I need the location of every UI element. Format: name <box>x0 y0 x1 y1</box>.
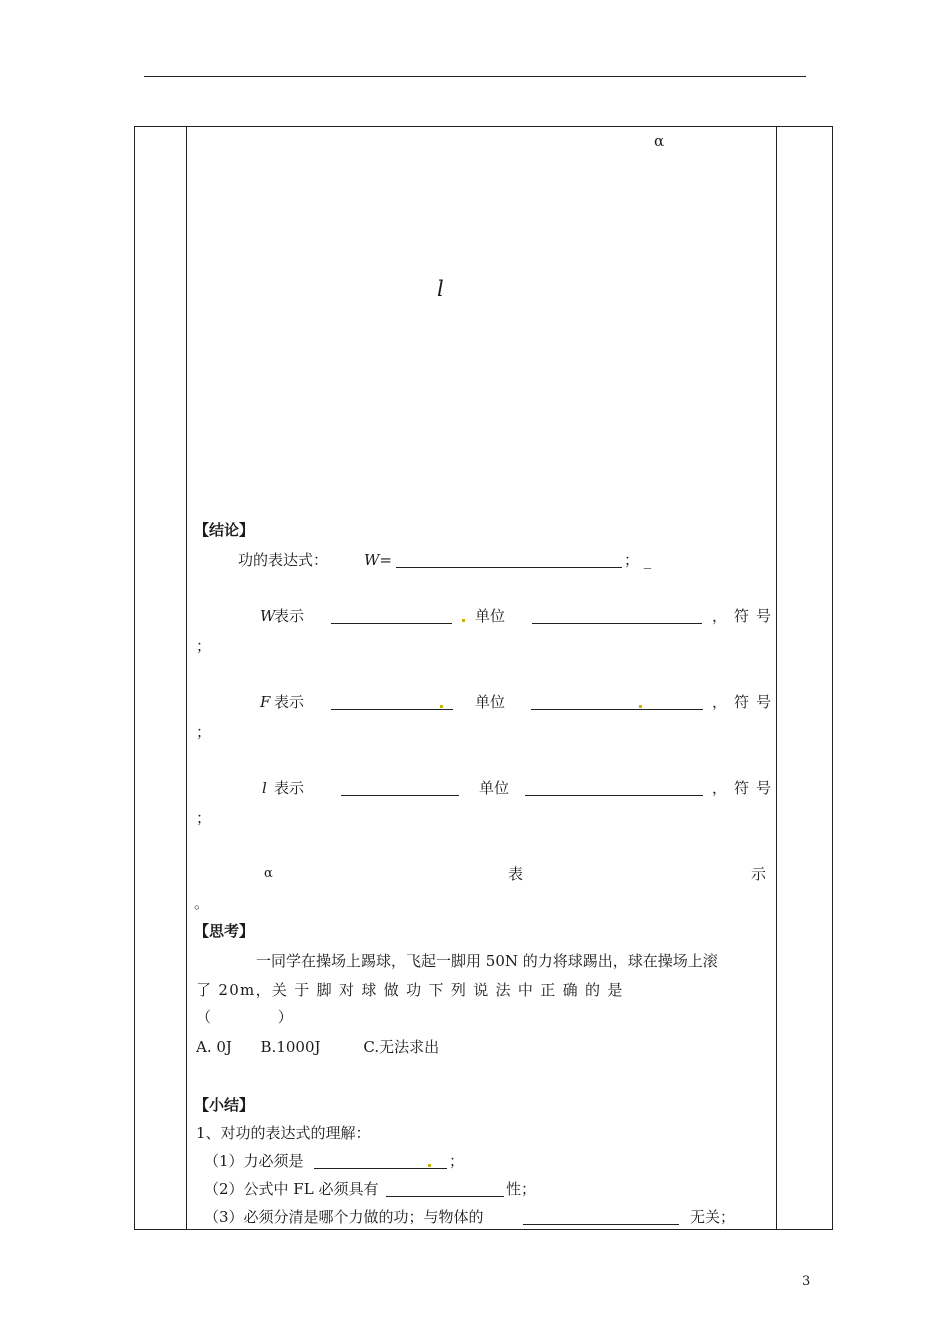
l-var: l <box>262 779 267 797</box>
w-label: 表示 <box>274 607 305 625</box>
figure-l-label: l <box>437 277 444 301</box>
f-unit-blank <box>531 709 703 710</box>
w-unit-blank <box>532 623 702 624</box>
alpha-end: 。 <box>194 894 210 912</box>
l-symbol-label: ，符号 <box>712 779 779 797</box>
f-unit-label: 单位 <box>475 693 506 711</box>
alpha-var: α <box>264 866 273 881</box>
alpha-label-2: 示 <box>751 865 767 883</box>
w-unit-label: 单位 <box>475 607 506 625</box>
w-var: W <box>260 607 276 625</box>
summary-heading: 【小结】 <box>194 1096 255 1114</box>
expression-blank <box>396 567 622 568</box>
figure-alpha-label: α <box>654 132 665 150</box>
summary-sub-1: （1）力必须是 <box>204 1152 304 1170</box>
f-end: ； <box>196 723 212 741</box>
w-dot <box>462 619 465 622</box>
table-divider-right <box>776 126 777 1230</box>
summary-sub-2: （2）公式中 FL 必须具有 <box>204 1180 379 1198</box>
think-heading: 【思考】 <box>194 922 255 940</box>
w-meaning-blank <box>331 623 452 624</box>
think-line-2: 了 20m，关 于 脚 对 球 做 功 下 列 说 法 中 正 确 的 是 <box>196 981 624 999</box>
expression-w: W= <box>364 551 392 569</box>
page-number: 3 <box>802 1274 811 1289</box>
f-label: 表示 <box>274 693 305 711</box>
think-line-1: 一同学在操场上踢球，飞起一脚用 50N 的力将球踢出，球在操场上滚 <box>256 952 718 970</box>
summary-sub-2-end: 性； <box>506 1180 537 1198</box>
expression-label: 功的表达式： <box>238 551 329 569</box>
l-label: 表示 <box>274 779 305 797</box>
summary-item-1: 1、对功的表达式的理解： <box>196 1124 371 1142</box>
f-unit-dot <box>639 705 642 708</box>
l-unit-label: 单位 <box>479 779 510 797</box>
summary-sub-1-end: ； <box>449 1152 465 1170</box>
w-symbol-label: ，符号 <box>712 607 779 625</box>
alpha-label-1: 表 <box>508 865 524 883</box>
table-divider-left <box>186 126 187 1230</box>
f-dot <box>440 705 443 708</box>
summary-sub-1-dot <box>428 1164 431 1167</box>
think-options: A. 0J B.1000J C.无法求出 <box>196 1038 440 1056</box>
expression-tail: ； _ <box>624 551 652 569</box>
f-meaning-blank <box>331 709 453 710</box>
w-end: ； <box>196 637 212 655</box>
f-symbol-label: ，符号 <box>712 693 779 711</box>
think-line-3: （ ） <box>196 1008 293 1026</box>
l-unit-blank <box>525 795 703 796</box>
summary-sub-3-blank <box>523 1224 679 1225</box>
summary-sub-1-blank <box>314 1168 447 1169</box>
worksheet-table <box>134 126 833 1230</box>
header-rule <box>144 76 806 77</box>
conclusion-heading: 【结论】 <box>194 521 255 539</box>
l-meaning-blank <box>341 795 459 796</box>
f-var: F <box>260 693 271 711</box>
l-end: ； <box>196 809 212 827</box>
summary-sub-3-end: 无关； <box>690 1208 736 1226</box>
summary-sub-2-blank <box>386 1196 504 1197</box>
summary-sub-3: （3）必须分清是哪个力做的功；与物体的 <box>204 1208 484 1226</box>
